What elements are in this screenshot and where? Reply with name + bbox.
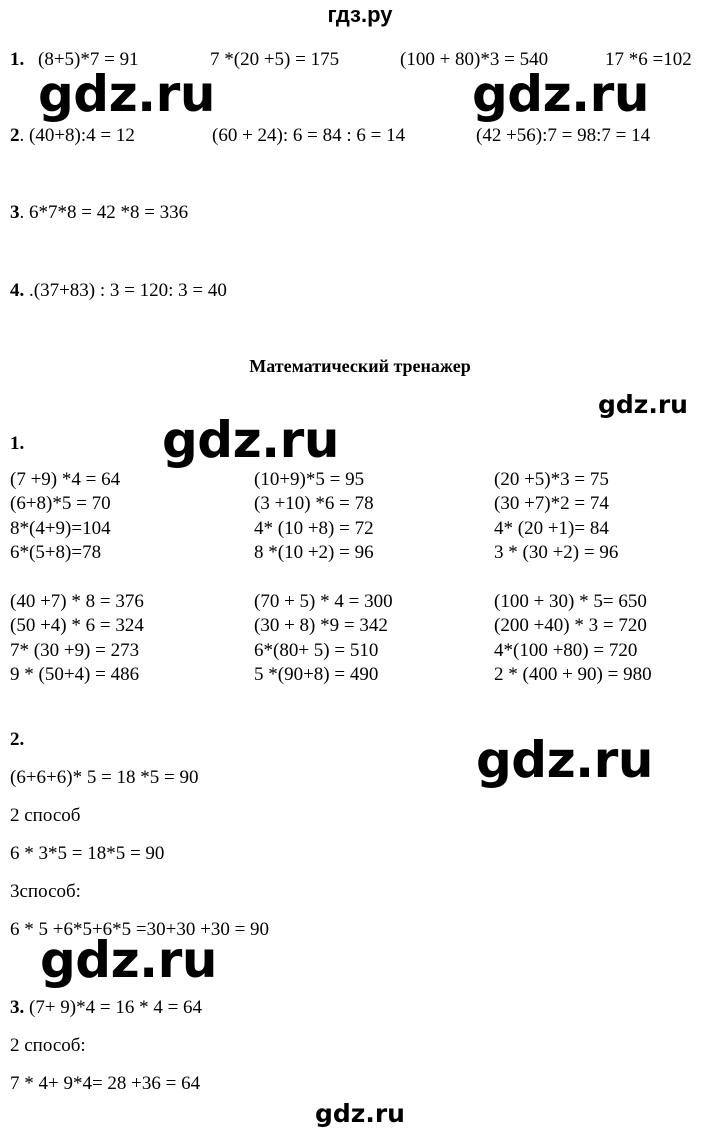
task-2-line-3: 6 * 3*5 = 18*5 = 90 (10, 843, 165, 864)
task-number: 2 (10, 125, 20, 146)
watermark-2: gdz.ru (472, 65, 649, 123)
task-1 (10, 48, 24, 72)
expression: 5 *(90+8) = 490 (254, 663, 379, 685)
task-2-line-5: 6 * 5 +6*5+6*5 =30+30 +30 = 90 (10, 919, 270, 940)
task-3-text: . 6*7*8 = 42 *8 = 336 (19, 202, 189, 223)
expression: (3 +10) *6 = 78 (254, 493, 374, 515)
task-2-expr-1: . (40+8):4 = 12 (19, 125, 135, 146)
task-2-line-4: 3способ: (10, 881, 81, 902)
watermark-small: gdz.ru (598, 390, 688, 419)
watermark-5: gdz.ru (40, 931, 217, 989)
expression: 4* (20 +1)= 84 (494, 517, 609, 539)
expression: 7* (30 +9) = 273 (10, 639, 140, 661)
watermark-1: gdz.ru (38, 65, 215, 123)
expression: (100 + 30) * 5= 650 (494, 591, 647, 612)
expression: 8*(4+9)=104 (10, 517, 111, 539)
expression: 4* (10 +8) = 72 (254, 517, 374, 539)
expression: 2 * (400 + 90) = 980 (494, 663, 652, 685)
task-1-expr-4: 17 *6 =102 (605, 49, 692, 70)
trainer-task-2-number: 2. (10, 729, 25, 750)
expression: (200 +40) * 3 = 720 (494, 615, 647, 637)
watermark-4: gdz.ru (476, 731, 653, 789)
task-2-line-2: 2 способ (10, 805, 81, 826)
trainer-col-5 (254, 590, 393, 687)
expression: (40 +7) * 8 = 376 (10, 591, 144, 612)
task-3-line-1: (7+ 9)*4 = 16 * 4 = 64 (24, 997, 203, 1018)
trainer-col-6 (494, 590, 652, 687)
task-2-line-1: (6+6+6)* 5 = 18 *5 = 90 (10, 767, 199, 788)
task-1-expr-2: 7 *(20 +5) = 175 (210, 49, 340, 70)
watermark-3: gdz.ru (162, 411, 339, 469)
task-4 (10, 279, 227, 303)
trainer-col-4 (10, 590, 144, 687)
task-number: 1. (10, 49, 25, 70)
task-3-line-2: 2 способ: (10, 1035, 86, 1056)
task-1-expr-3: (100 + 80)*3 = 540 (400, 49, 549, 70)
trainer-col-3 (494, 468, 618, 565)
site-header: гдз.ру (327, 2, 393, 27)
task-3 (10, 201, 188, 225)
watermark-footer: gdz.ru (315, 1099, 405, 1128)
expression: (30 +7)*2 = 74 (494, 493, 609, 515)
task-2 (10, 124, 135, 148)
expression: 3 * (30 +2) = 96 (494, 541, 619, 563)
expression: 8 *(10 +2) = 96 (254, 541, 374, 563)
section-title: Математический тренажер (249, 356, 471, 376)
expression: (7 +9) *4 = 64 (10, 469, 121, 490)
trainer-task-3 (10, 996, 202, 1020)
trainer-col-2 (254, 468, 374, 565)
expression: (6+8)*5 = 70 (10, 493, 111, 515)
task-1-expr-1: (8+5)*7 = 91 (38, 49, 139, 70)
task-4-text: .(37+83) : 3 = 120: 3 = 40 (24, 280, 227, 301)
expression: (70 + 5) * 4 = 300 (254, 591, 393, 612)
expression: (20 +5)*3 = 75 (494, 469, 609, 490)
task-number: 3 (10, 202, 20, 223)
task-number: 4. (10, 280, 25, 301)
expression: (30 + 8) *9 = 342 (254, 615, 388, 637)
task-3-line-3: 7 * 4+ 9*4= 28 +36 = 64 (10, 1073, 201, 1094)
expression: 9 * (50+4) = 486 (10, 663, 140, 685)
task-number: 3. (10, 997, 25, 1018)
expression: 6*(80+ 5) = 510 (254, 639, 379, 661)
expression: (10+9)*5 = 95 (254, 469, 365, 490)
trainer-task-1-number: 1. (10, 433, 25, 454)
expression: (50 +4) * 6 = 324 (10, 615, 144, 637)
expression: 4*(100 +80) = 720 (494, 639, 638, 661)
task-2-expr-3: (42 +56):7 = 98:7 = 14 (476, 125, 651, 146)
expression: 6*(5+8)=78 (10, 541, 102, 563)
trainer-col-1 (10, 468, 120, 565)
task-2-expr-2: (60 + 24): 6 = 84 : 6 = 14 (212, 125, 406, 146)
